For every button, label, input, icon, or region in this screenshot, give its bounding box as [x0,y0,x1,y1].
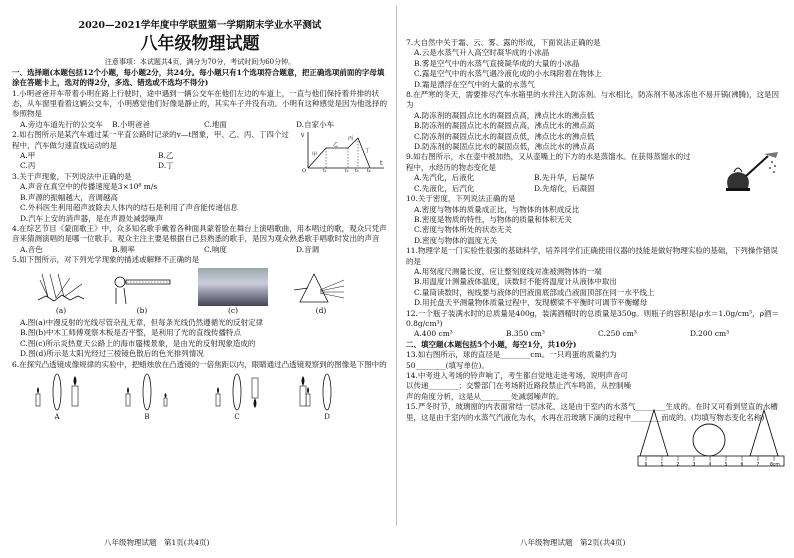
prism-dispersion-figure [294,270,348,306]
ruler-tick-7: 7 [756,462,760,468]
graph-label-bing: 丙 [348,136,354,143]
question-7 [406,38,782,90]
lens-image-d [292,372,362,412]
graph-label-v: v [301,132,305,140]
graph-label-ding: 丁 [365,148,371,155]
q3-option-d: D.汽车上安的消声器，是在声源处减弱噪声 [20,213,164,223]
q6-option-a: A [54,412,60,421]
q9-stem: 9.如右图所示，水在壶中被加热，又从壶嘴上的下方的水是蒸馏水。在获得蒸馏水的过程中，水经历的物态变化是 [406,152,691,172]
q10-option-d: D.密度与物体的温度无关 [414,235,498,245]
right-column [406,38,782,423]
q1-option-b: B.小明爸爸 [112,119,150,129]
q5-option-d: D.图(d)所示是太阳光经过三棱镜色散后的色光排列情况 [20,349,204,359]
exam-note: 注意事项：本试题共4页，满分为70分，考试时间为60分钟。 [104,58,296,67]
ruler-tick-0: 0 [644,462,648,468]
ruler-tick-2: 2 [676,462,680,468]
question-2 [12,130,388,172]
q11-option-d: D.用托盘天平测量物体质量过程中，发现横梁不平衡时可调节平衡螺母 [414,298,648,308]
q10-option-b: B.密度是物质的特性，与物体的质量和体积无关 [414,214,572,224]
q11-option-c: C.量筒读数时，视线要与液体的凹液面底部或凸液面顶部在同一水平线上 [414,287,655,297]
lens-image-c [202,372,272,412]
q6-stem: 6.在探究凸透镜成像规律的实验中，把蜡烛放在凸透镜的一倍焦距以内，眼睛通过凸透镜观察到的图像是下图中的 [12,359,387,369]
fig-label-d: (d) [315,305,327,315]
q6-option-b: B [144,412,150,421]
ruler-tick-1: 1 [660,462,664,468]
q1-option-d: D.自家小车 [296,119,335,129]
q8-option-c: C.防冻剂的凝固点比水的凝固点低，沸点比水的沸点低 [414,131,595,141]
q7-stem: 7.大自然中关于霜、云、雾、露的形成，下面说法正确的是 [406,38,601,47]
question-10 [406,194,782,246]
q6-option-d: D [324,412,330,421]
question-5 [12,255,388,359]
graph-label-t2: t₂ [345,169,349,173]
q11-option-b: B.用温度计测量液体温度，读数时不能将温度计从液体中取出 [414,277,617,287]
question-4 [12,224,388,255]
graph-label-o: O [302,168,307,173]
q1-option-a: A.旁边车道先行的公交车 [20,119,103,129]
graph-label-t1: t₁ [323,169,327,173]
carpenter-figure [112,270,172,306]
q2-option-a: A.甲 [20,151,36,161]
q9-option-b: B.先升华，后凝华 [534,173,595,183]
q4-stem: 4.在综艺节目《蒙面歌王》中，众多知名歌手戴着各种面具蒙着脸在舞台上演唱歌曲，用本唱过的歌，观众只凭声音来猜测演唱的是哪一位歌手。观众主注主要是根据自己县熟悉的歌手，是因为观众熟悉歌手唱歌时发出的声音 [12,223,387,244]
q5-option-a: A.图(a)中漫反射的光线尽管杂乱无章，但每条光线仍然遵循光的反射定律 [20,317,264,327]
q1-option-c: C.地面 [204,119,227,129]
q7-option-a: A.云是水蒸气升入高空时凝华成的小冰晶 [414,48,550,58]
left-column [12,4,388,422]
q9-option-c: C.先液化，后汽化 [414,183,475,193]
ruler-tick-5: 5 [724,462,728,468]
section1-title: 一、选择题(本题包括12个小题，每小题2分，共24分。每小题只有1个选项符合题意，把正确选项前面的字母填涂在答题卡上，选对的得2分，多选、错选或不选均不得分) [12,67,385,88]
q10-stem: 10.关于密度，下列说法正确的是 [406,194,516,204]
subject-title: 八年级物理试题 [140,34,260,55]
q10-option-c: C.密度与物体所处的状态无关 [414,225,512,235]
q4-option-d: D.音调 [296,244,320,254]
graph-label-t: t [380,160,383,168]
q12-option-a: A.400 cm³ [414,329,453,339]
q7-option-b: B.雾是空气中的水蒸气直接凝华成的大量的小冰晶 [414,58,580,68]
mirage-road-photo [198,268,268,306]
q14-stem: 14.中考进入考场的铃声响了，考生都自觉地走进考场，说明声音可以传递________；交警部门在考场附近路段禁止汽车鸣笛，从控制噪声的角度分析，这是从________处减弱噪声的。 [406,371,631,401]
q11-stem: 11.物理学是一门实验性很强的基础科学，培养同学们正确使用仪器的技能是做好物理实验的基础，下列操作错误的是 [406,246,778,266]
graph-label-yi: 乙 [333,142,339,149]
column-divider [396,6,397,526]
lens-image-b [112,372,182,412]
graph-label-t3: t₃ [355,169,359,173]
footer-page-1: 八年级物理试题 第1页(共4页) [104,538,210,547]
q12-option-d: D.200 cm³ [690,329,730,339]
graph-label-t4: t₄ [367,169,371,173]
question-9 [406,152,782,194]
lens-image-a [22,372,92,412]
q15-stem: 15.严冬时节，玻璃窗的内表面常结一层冰花，这是由于室内的水蒸气________生成的。在时又可看到竖直的水槽里，这是由于室内的水蒸气汽液化为水，水再在沿玻璃下滴的过程中________而成的。(均填写物态变化名称) [406,402,778,422]
fig-label-b: (b) [136,305,148,315]
q4-option-c: C.响度 [204,244,227,254]
q6-lens-figures [22,372,388,422]
q11-option-a: A.用刻度尺测量长度，应让整刻度线对准被测物体的一端 [414,266,602,276]
q12-stem: 12.一个瓶子装满水时的总质量是400g，装满酒精时的总质量是350g。则瓶子的容积是(ρ水＝1.0g/cm³，ρ酒＝0.8g/cm³) [406,308,779,328]
q2-option-c: C.丙 [20,161,36,171]
question-12 [406,309,782,340]
question-1 [12,89,388,131]
q2-option-b: B.乙 [158,151,174,161]
question-11 [406,246,782,308]
q4-option-a: A.音色 [20,244,43,254]
q4-option-b: B.频率 [112,244,135,254]
q8-option-a: A.防冻剂的凝固点比水的凝固点高，沸点比水的沸点低 [414,110,595,120]
q12-option-b: B.350 cm³ [506,329,545,339]
exam-title: 2020—2021学年度中学联盟第一学期期末学业水平测试 [78,20,322,31]
q7-option-c: C.露是空气中的水蒸气遇冷液化成的小水珠附着在物体上 [414,69,602,79]
kettle-figure [698,148,782,196]
ruler-tick-4: 4 [708,462,712,468]
q10-option-a: A.密度与物体的质量成正比，与物体的体积成反比 [414,204,580,214]
q7-option-d: D.霜是漂浮在空气中的大量的水蒸气 [414,79,535,89]
vt-graph [300,130,386,172]
q2-option-d: D.丁 [158,161,174,171]
ruler-ball-figure [636,404,786,472]
q8-option-b: B.防冻剂的凝固点比水的凝固点高，沸点比水的沸点高 [414,121,595,131]
fig-label-c: (c) [227,305,239,315]
section2-title: 二、填空题(本题包括5个小题，每空1分，共10分) [406,339,577,349]
q3-option-c: C.外科医生利用超声波除去人体内的结石是利用了声音能传递信息 [20,203,238,213]
ruler-tick-8: 8cm [770,462,780,468]
question-14 [406,371,782,402]
diffuse-reflection-figure [36,270,86,306]
q8-option-d: D.防冻剂的凝固点比水的凝固点低，沸点比水的沸点高 [414,142,595,152]
q8-stem: 8.在严寒的冬天，需要排尽汽车水箱里的水并注入防冻剂。与水相比，防冻剂不易冰冻也不易开锅(沸腾)，这是因为 [406,90,780,110]
question-3 [12,172,388,224]
q3-stem: 3.关于声现象，下列说法中正确的是 [12,171,132,181]
ruler-tick-3: 3 [692,462,696,468]
fig-label-a: (a) [55,305,67,315]
ruler-tick-6: 6 [740,462,744,468]
q2-stem: 2.如右图所示是某汽车通过某一平直公路时记录的v—t图象，甲、乙、丙、丁四个过程中，汽车做匀速直线运动的是 [12,130,289,150]
q5-figures [36,268,388,316]
q6-option-c: C [234,412,240,421]
q3-option-a: A.声音在真空中的传播速度是3×10⁸ m/s [20,182,158,192]
q9-option-a: A.先汽化，后液化 [414,173,475,183]
q5-option-b: B.图(b)中木工师傅观察木板是否平整，是利用了光的直线传播特点 [20,328,242,338]
q1-stem: 1.小明爸爸开车带着小明在路上行驶时，途中遇到一辆公交车在他们左边的车道上，一直与他们保持着并排的状态，从车窗里看着这辆公交车，小明感觉他们好像是静止的，其实车子并没有动。小明有这种感觉是因为他选择的参照物是 [12,88,387,119]
q5-option-c: C.图(c)所示炎热夏天公路上的海市蜃楼景象，是由光的反射现象造成的 [20,338,256,348]
q9-option-d: D.先熔化，后凝固 [534,183,595,193]
q3-option-b: B.声源的振幅越大，音调越高 [20,192,118,202]
question-6 [12,360,388,423]
q13-stem: 13.如右图所示，球的直径是________cm。一只鸡蛋的质量约为50________(填写单位)。 [406,350,617,370]
question-13 [406,350,782,371]
q5-stem: 5.如下图所示，对下列光学现象的描述或解释不正确的是 [12,255,200,265]
q12-option-c: C.250 cm³ [598,329,637,339]
question-8 [406,90,782,152]
footer-page-2: 八年级物理试题 第2页(共4页) [520,538,626,547]
graph-label-jia: 甲 [312,152,318,159]
